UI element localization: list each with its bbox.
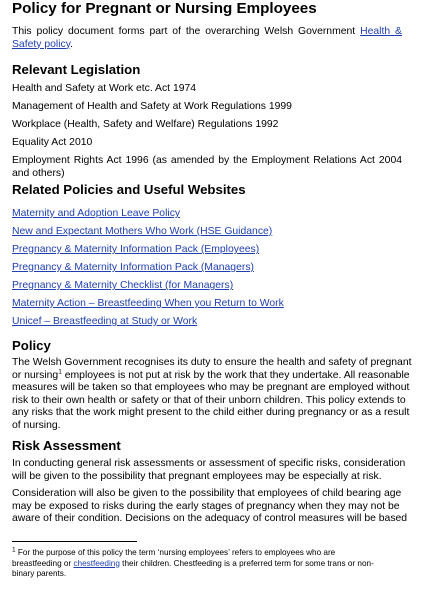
policy-line: any risks that the work might present to the child either during pregnancy or as a result xyxy=(12,407,410,419)
policy-line: or nursing xyxy=(12,369,59,381)
footnote-line: their children. Chestfeeding is a preferred term for some trans or non- xyxy=(119,558,374,568)
risk-heading: Risk Assessment xyxy=(12,438,121,453)
legislation-item: Equality Act 2010 xyxy=(12,137,93,148)
employment-line-2: and others) xyxy=(12,167,65,179)
risk-line: Consideration will also be given to the possibility that employees of child bearing age xyxy=(12,488,402,499)
policy-line: measures will be taken so that employees who may be pregnant are employed without xyxy=(12,382,410,394)
related-link-unicef[interactable]: Unicef – Breastfeeding at Study or Work xyxy=(12,316,198,327)
intro-suffix: . xyxy=(70,38,74,50)
related-link-checklist-managers[interactable]: Pregnancy & Maternity Checklist (for Managers) xyxy=(12,280,234,291)
legislation-item: Health and Safety at Work etc. Act 1974 xyxy=(12,83,197,94)
related-link-maternity-action[interactable]: Maternity Action – Breastfeeding When you Return to Work xyxy=(12,298,284,309)
risk-paragraph-2 xyxy=(12,488,408,526)
footnote-marker: 1 xyxy=(12,546,16,554)
related-heading: Related Policies and Useful Websites xyxy=(12,182,246,197)
footnote-line: breastfeeding or xyxy=(12,558,74,568)
policy-line: of nursing. xyxy=(12,419,61,431)
policy-heading: Policy xyxy=(12,338,51,353)
health-safety-policy-link-cont[interactable]: Safety policy xyxy=(12,38,71,50)
related-link-info-pack-employees[interactable]: Pregnancy & Maternity Information Pack (Employees) xyxy=(12,244,260,255)
footnote-divider xyxy=(12,541,137,542)
policy-paragraph xyxy=(12,357,412,433)
related-link-maternity-adoption[interactable]: Maternity and Adoption Leave Policy xyxy=(12,208,181,219)
chestfeeding-link[interactable]: chestfeeding xyxy=(73,558,120,568)
legislation-item-employment xyxy=(12,155,402,180)
footnote xyxy=(12,548,404,580)
policy-line: The Welsh Government recognises its duty to ensure the health and safety of pregnant xyxy=(12,357,412,368)
health-safety-policy-link[interactable]: Health & xyxy=(360,26,402,37)
risk-line: aware of their condition. Decisions on the adequacy of control measures will be based xyxy=(12,513,408,525)
policy-line: risk to their own health or safety or that of their unborn children. This policy extends to xyxy=(12,394,406,406)
footnote-ref: 1 xyxy=(58,368,62,376)
intro-text: This policy document forms part of the overarching Welsh Government xyxy=(12,26,361,37)
risk-paragraph-1 xyxy=(12,458,406,483)
related-link-info-pack-managers[interactable]: Pregnancy & Maternity Information Pack (Managers) xyxy=(12,262,254,273)
footnote-line: For the purpose of this policy the term ‘nursing employees’ refers to employees who are xyxy=(15,548,336,557)
page-title: Policy for Pregnant or Nursing Employees xyxy=(12,0,317,17)
related-link-hse-guidance[interactable]: New and Expectant Mothers Who Work (HSE Guidance) xyxy=(12,226,273,237)
risk-line: may be exposed to risks during the early stages of pregnancy when they may not be xyxy=(12,500,400,512)
footnote-line: binary parents. xyxy=(12,569,67,579)
risk-line: In conducting general risk assessments or assessment of specific risks, consideration xyxy=(12,458,406,469)
intro-paragraph xyxy=(12,26,402,51)
policy-line: employees is not put at risk by the work that they undertake. All reasonable xyxy=(61,369,410,381)
legislation-heading: Relevant Legislation xyxy=(12,62,141,77)
legislation-item: Workplace (Health, Safety and Welfare) Regulations 1992 xyxy=(12,119,279,130)
risk-line: will be given to the possibility that pregnant employees may be especially at risk. xyxy=(12,470,382,482)
legislation-item: Management of Health and Safety at Work Regulations 1999 xyxy=(12,101,292,112)
employment-line-1: Employment Rights Act 1996 (as amended by the Employment Relations Act 2004 xyxy=(12,155,402,166)
